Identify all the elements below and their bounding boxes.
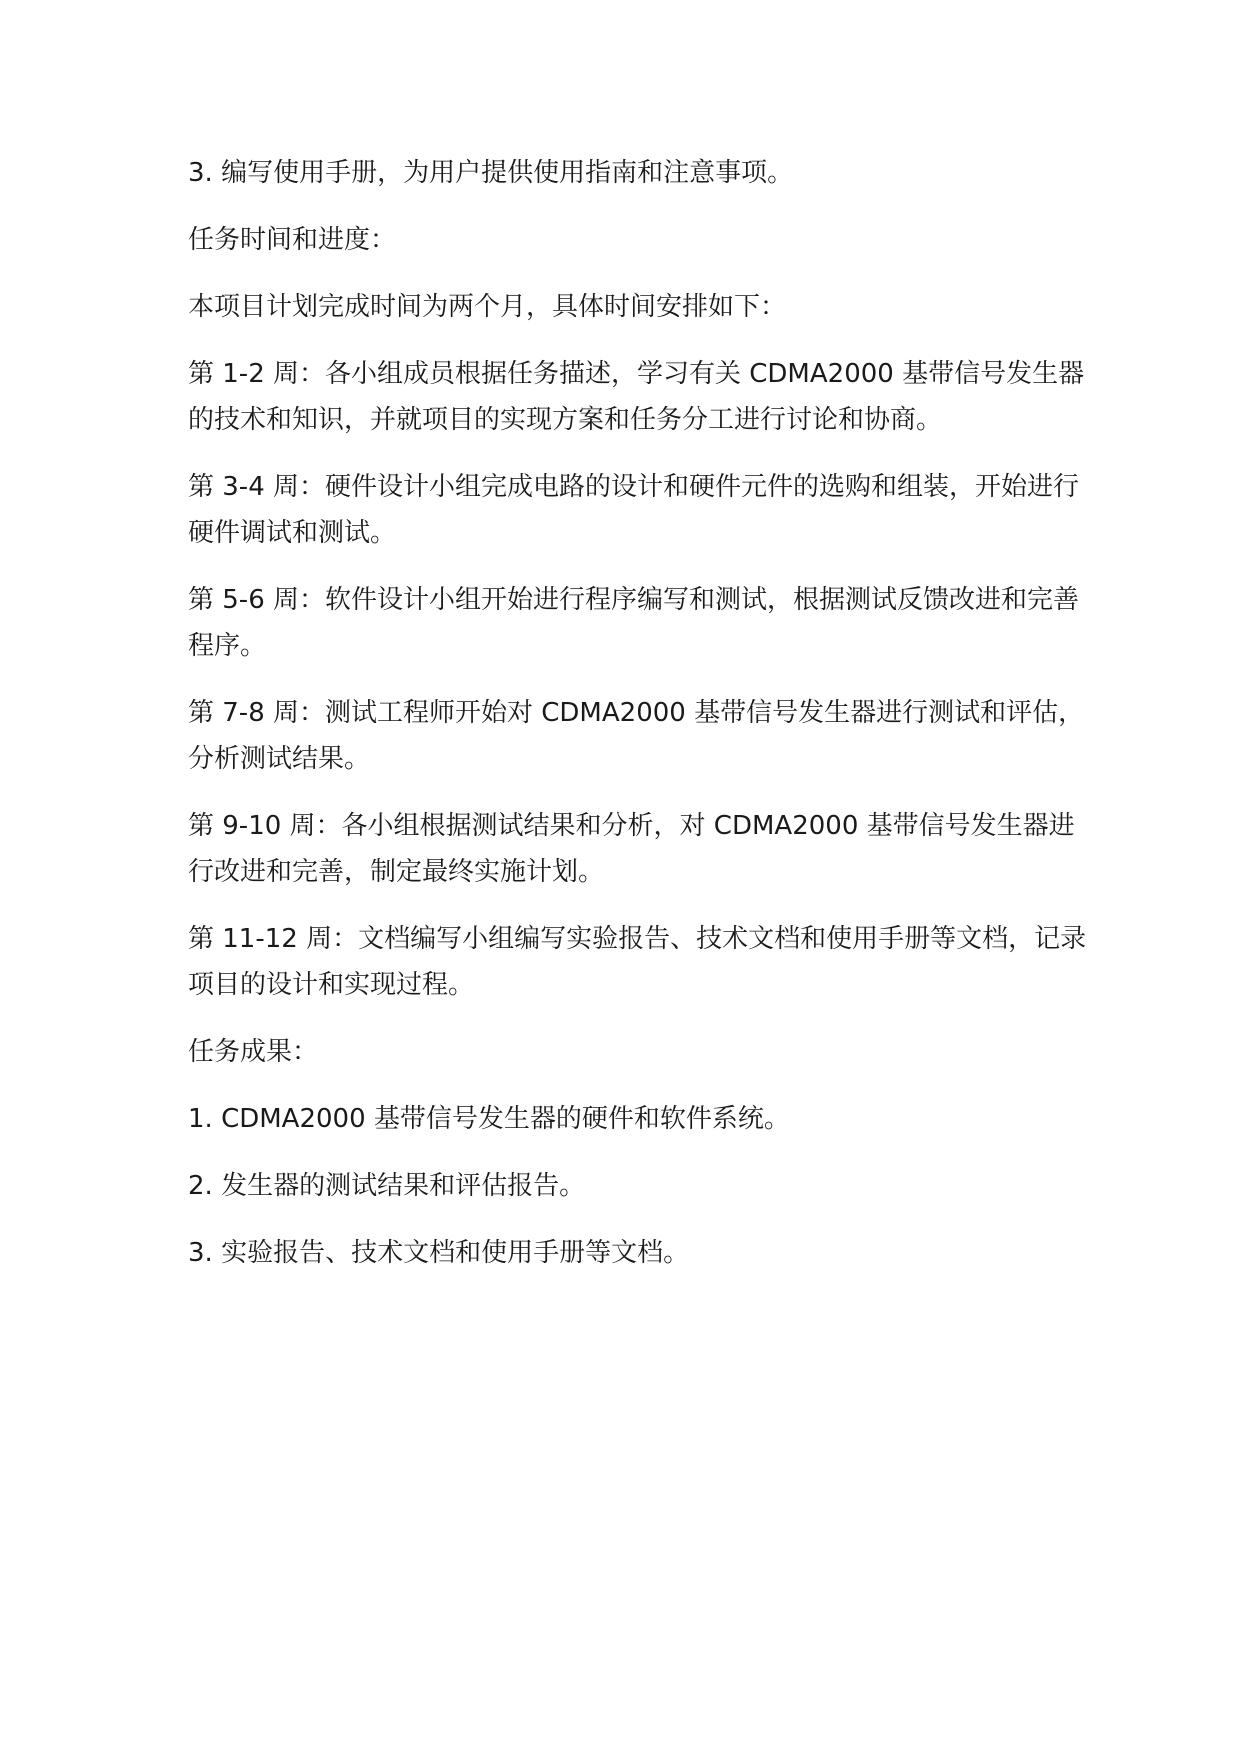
paragraph-week-9-10: 第 9-10 周：各小组根据测试结果和分析，对 CDMA2000 基带信号发生器进行改进和完善，制定最终实施计划。: [188, 811, 1075, 887]
result-item-3: 3. 实验报告、技术文档和使用手册等文档。: [188, 1238, 690, 1268]
paragraph-week-11-12: 第 11-12 周：文档编写小组编写实验报告、技术文档和使用手册等文档，记录项目的设计和实现过程。: [188, 924, 1087, 1000]
paragraph-schedule-intro: 本项目计划完成时间为两个月，具体时间安排如下：: [188, 292, 787, 322]
heading-task-schedule: 任务时间和进度：: [188, 225, 397, 255]
paragraph-week-5-6: 第 5-6 周：软件设计小组开始进行程序编写和测试，根据测试反馈改进和完善程序。: [188, 585, 1079, 661]
paragraph-week-3-4: 第 3-4 周：硬件设计小组完成电路的设计和硬件元件的选购和组装，开始进行硬件调试和测试。: [188, 472, 1079, 548]
document-body: [188, 150, 1088, 1297]
result-item-2: 2. 发生器的测试结果和评估报告。: [188, 1171, 586, 1201]
heading-task-results: 任务成果：: [188, 1037, 319, 1067]
paragraph-week-7-8: 第 7-8 周：测试工程师开始对 CDMA2000 基带信号发生器进行测试和评估，分析测试结果。: [188, 698, 1085, 774]
paragraph-user-manual-item: 3. 编写使用手册，为用户提供使用指南和注意事项。: [188, 158, 794, 188]
result-item-1: 1. CDMA2000 基带信号发生器的硬件和软件系统。: [188, 1104, 790, 1134]
paragraph-week-1-2: 第 1-2 周：各小组成员根据任务描述，学习有关 CDMA2000 基带信号发生器的技术和知识，并就项目的实现方案和任务分工进行讨论和协商。: [188, 359, 1085, 435]
